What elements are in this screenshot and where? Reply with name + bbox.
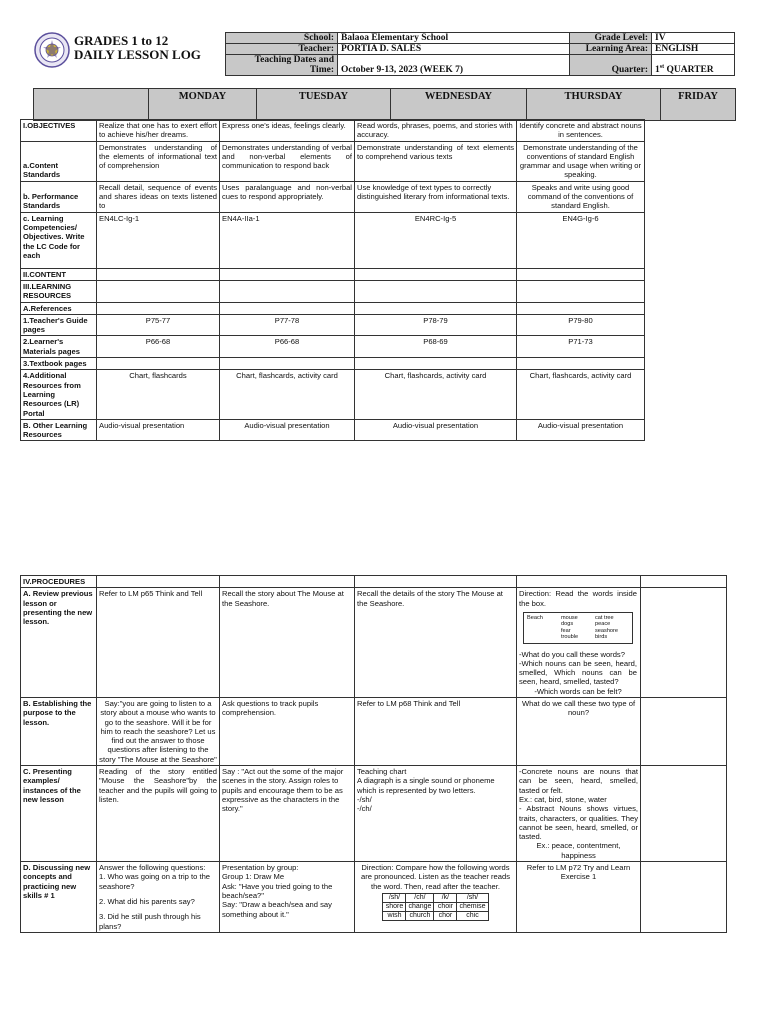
cell-tg-mon: P75-77 (97, 314, 220, 336)
table-row (21, 588, 727, 698)
table-row (21, 419, 645, 441)
examples-wed-line-3: -/sh/ (357, 794, 372, 804)
cell-other-mon: Audio-visual presentation (97, 419, 220, 441)
cell-lc-thu: EN4G-Ig-6 (517, 212, 645, 268)
learning-area-value: ENGLISH (652, 44, 735, 55)
cell-other-thu: Audio-visual presentation (517, 419, 645, 441)
title-line-2: DAILY LESSON LOG (74, 47, 201, 62)
examples-wed-line-1: Teaching chart (357, 767, 407, 777)
quarter-value: 1st QUARTER (652, 55, 735, 76)
cell-content-std-wed: Demonstrate understanding of text elements to comprehend various texts (355, 141, 517, 181)
discuss-tue-line-4: Say: "Draw a beach/sea and say something about it." (222, 900, 332, 919)
cell-review-tue: Recall the story about The Mouse at the Seashore. (220, 588, 355, 698)
cell-perf-std-tue: Uses paralanguage and non-verbal cues to respond appropriately. (220, 181, 355, 212)
deped-seal-logo (34, 32, 70, 68)
cell-objectives-tue: Express one's ideas, feelings clearly. (220, 120, 355, 142)
row-label-objectives: I.OBJECTIVES (21, 120, 97, 142)
row-label-discussing-concepts: D. Discussing new concepts and practicing new skills # 1 (21, 862, 97, 933)
cell-other-wed: Audio-visual presentation (355, 419, 517, 441)
cell-additional-mon: Chart, flashcards (97, 370, 220, 419)
row-label-review: A. Review previous lesson or presenting the new lesson. (21, 588, 97, 698)
cell-examples-mon: Reading of the story entitled "Mouse the Seashore"by the teacher and the pupils will going to listen. (97, 766, 220, 862)
row-label-performance-standards: b. Performance Standards (21, 181, 97, 212)
grade-level-value: IV (652, 33, 735, 44)
day-header-row (33, 88, 736, 121)
row-label-additional-resources: 4.Additional Resources from Learning Resources (LR) Portal (21, 370, 97, 419)
cell-purpose-tue: Ask questions to track pupils comprehension. (220, 698, 355, 766)
examples-thu-line-2: Ex.: cat, bird, stone, water (519, 794, 607, 804)
cell-additional-tue: Chart, flashcards, activity card (220, 370, 355, 419)
teaching-dates-label-2: Time: (309, 65, 334, 75)
cell-purpose-wed: Refer to LM p68 Think and Tell (355, 698, 517, 766)
cell-tg-thu: P79-80 (517, 314, 645, 336)
review-thu-direction: Direction: Read the words inside the box. (519, 589, 637, 608)
day-wednesday: WEDNESDAY (391, 89, 527, 121)
cell-lm-tue: P66-68 (220, 336, 355, 358)
cell-lc-wed: EN4RC-Ig-5 (355, 212, 517, 268)
cell-discuss-tue (220, 862, 355, 933)
table-row (21, 314, 645, 336)
row-label-learning-resources: III.LEARNING RESOURCES (21, 280, 97, 302)
cell-examples-tue: Say : "Act out the some of the major scenes in the story. Assign roles to pupils and encourage them to be as expressive as the characters in the story." (220, 766, 355, 862)
teacher-label: Teacher: (226, 44, 338, 55)
review-thu-q1: -What do you call these words? (519, 649, 625, 659)
lesson-plan-table (20, 119, 645, 441)
cell-content-std-mon: Demonstrates understanding of the elements of informational text of comprehension (97, 141, 220, 181)
day-header-blank (34, 89, 149, 121)
cell-discuss-wed (355, 862, 517, 933)
review-thu-q2: -Which nouns can be seen, heard, smelled, Which nouns can be seen, heard, smelled, tasted? (519, 658, 637, 687)
cell-perf-std-thu: Speaks and write using good command of the conventions of standard English. (517, 181, 645, 212)
discuss-tue-line-3: Ask: "Have you tried going to the beach/sea?" (222, 881, 333, 900)
teaching-dates-value: October 9-13, 2023 (WEEK 7) (338, 55, 570, 76)
table-row: shore change choir chemise (383, 902, 488, 911)
cell-perf-std-mon: Recall detail, sequence of events and shares ideas on texts listened to (97, 181, 220, 212)
cell-discuss-mon (97, 862, 220, 933)
table-row: /sh/ /ch/ /k/ /sh/ (383, 893, 488, 902)
cell-content-std-tue: Demonstrates understanding of verbal and non-verbal elements of communication to respond back (220, 141, 355, 181)
table-row (21, 370, 645, 419)
cell-perf-std-wed: Use knowledge of text types to correctly distinguished literary from informational texts. (355, 181, 517, 212)
day-thursday: THURSDAY (527, 89, 661, 121)
table-row (21, 302, 645, 314)
table-row (21, 358, 645, 370)
day-tuesday: TUESDAY (257, 89, 391, 121)
row-label-procedures: IV.PROCEDURES (21, 576, 97, 588)
discuss-tue-line-2: Group 1: Draw Me (222, 872, 285, 882)
discuss-tue-line-1: Presentation by group: (222, 863, 299, 873)
review-thu-q3: -Which words can be felt? (534, 686, 622, 696)
cell-tg-wed: P78-79 (355, 314, 517, 336)
cell-lm-mon: P66-68 (97, 336, 220, 358)
discuss-mon-line-1: Answer the following questions: (99, 863, 206, 873)
word-box: Beach mouse cat tree dogs peace fear seashore trouble birds (523, 612, 633, 644)
row-label-presenting-examples: C. Presenting examples/ instances of the new lesson (21, 766, 97, 862)
cell-lm-thu: P71-73 (517, 336, 645, 358)
row-label-content-standards: a.Content Standards (21, 141, 97, 181)
cell-purpose-thu: What do we call these two type of noun? (517, 698, 641, 766)
discuss-mon-line-2: 1. Who was going on a trip to the seashore? (99, 872, 211, 891)
cell-additional-thu: Chart, flashcards, activity card (517, 370, 645, 419)
teacher-value: PORTIA D. SALES (338, 44, 570, 55)
cell-lc-tue: EN4A-IIa-1 (220, 212, 355, 268)
cell-examples-wed (355, 766, 517, 862)
examples-thu-line-4: Ex.: peace, contentment, happiness (536, 841, 621, 860)
procedures-table (20, 575, 727, 933)
digraph-table (382, 893, 488, 921)
examples-wed-line-4: -/ch/ (357, 804, 372, 814)
school-label: School: (226, 33, 338, 44)
table-row (21, 141, 645, 181)
cell-discuss-thu: Refer to LM p72 Try and Learn Exercise 1 (517, 862, 641, 933)
row-label-learning-competencies: c. Learning Competencies/ Objectives. Write the LC Code for each (21, 212, 97, 268)
quarter-label: Quarter: (570, 55, 652, 76)
title-line-1: GRADES 1 to 12 (74, 33, 169, 48)
cell-objectives-wed: Read words, phrases, poems, and stories with accuracy. (355, 120, 517, 142)
table-row (21, 766, 727, 862)
row-label-other-resources: B. Other Learning Resources (21, 419, 97, 441)
table-row (21, 280, 645, 302)
row-label-references: A.References (21, 302, 97, 314)
teaching-dates-label (226, 55, 338, 76)
cell-purpose-mon: Say:"you are going to listen to a story about a mouse who wants to go to the seashore. Will it be for him to reach the seashore? Let us find out the answer to those questions after listening to the story "The Mouse at the Seashore" (97, 698, 220, 766)
teaching-dates-label-1: Teaching Dates and (254, 55, 334, 65)
header-info-table (225, 32, 735, 76)
cell-other-tue: Audio-visual presentation (220, 419, 355, 441)
cell-content-std-thu: Demonstrate understanding of the conventions of standard English grammar and usage when writing or speaking. (517, 141, 645, 181)
table-row (21, 698, 727, 766)
discuss-mon-line-4: 3. Did he still push through his plans? (99, 912, 201, 931)
row-label-establishing-purpose: B. Establishing the purpose to the lesson. (21, 698, 97, 766)
cell-objectives-thu: Identify concrete and abstract nouns in sentences. (517, 120, 645, 142)
table-row (21, 212, 645, 268)
cell-review-mon: Refer to LM p65 Think and Tell (97, 588, 220, 698)
table-row: wish church chor chic (383, 911, 488, 920)
cell-lm-wed: P68-69 (355, 336, 517, 358)
table-row (21, 181, 645, 212)
discuss-mon-line-3: 2. What did his parents say? (99, 896, 195, 906)
table-row (21, 268, 645, 280)
table-row (21, 336, 645, 358)
cell-objectives-mon: Realize that one has to exert effort to achieve his/her dreams. (97, 120, 220, 142)
document-title (74, 34, 201, 62)
learning-area-label: Learning Area: (570, 44, 652, 55)
discuss-wed-direction: Direction: Compare how the following words are pronounced. Listen as the teacher reads the word. Then, read after the teacher. (360, 863, 511, 891)
cell-examples-thu (517, 766, 641, 862)
cell-additional-wed: Chart, flashcards, activity card (355, 370, 517, 419)
day-monday: MONDAY (149, 89, 257, 121)
table-row (21, 120, 645, 142)
table-row (21, 862, 727, 933)
cell-review-thu (517, 588, 641, 698)
examples-wed-line-2: A diagraph is a single sound or phoneme which is represented by two letters. (357, 776, 495, 795)
day-friday: FRIDAY (661, 89, 736, 121)
row-label-content: II.CONTENT (21, 268, 97, 280)
cell-lc-mon: EN4LC-Ig-1 (97, 212, 220, 268)
examples-thu-line-3: - Abstract Nouns shows virtues, traits, characters, or qualities. They cannot be seen, heard, smelled, or tasted. (519, 804, 638, 842)
row-label-teachers-guide: 1.Teacher's Guide pages (21, 314, 97, 336)
examples-thu-line-1: -Concrete nouns are nouns that can be seen, heard, smelled, tasted or felt. (519, 767, 638, 795)
row-label-learners-materials: 2.Learner's Materials pages (21, 336, 97, 358)
table-row (21, 576, 727, 588)
grade-level-label: Grade Level: (570, 33, 652, 44)
school-value: Balaoa Elementary School (338, 33, 570, 44)
cell-tg-tue: P77-78 (220, 314, 355, 336)
cell-review-wed: Recall the details of the story The Mouse at the Seashore. (355, 588, 517, 698)
row-label-textbook: 3.Textbook pages (21, 358, 97, 370)
